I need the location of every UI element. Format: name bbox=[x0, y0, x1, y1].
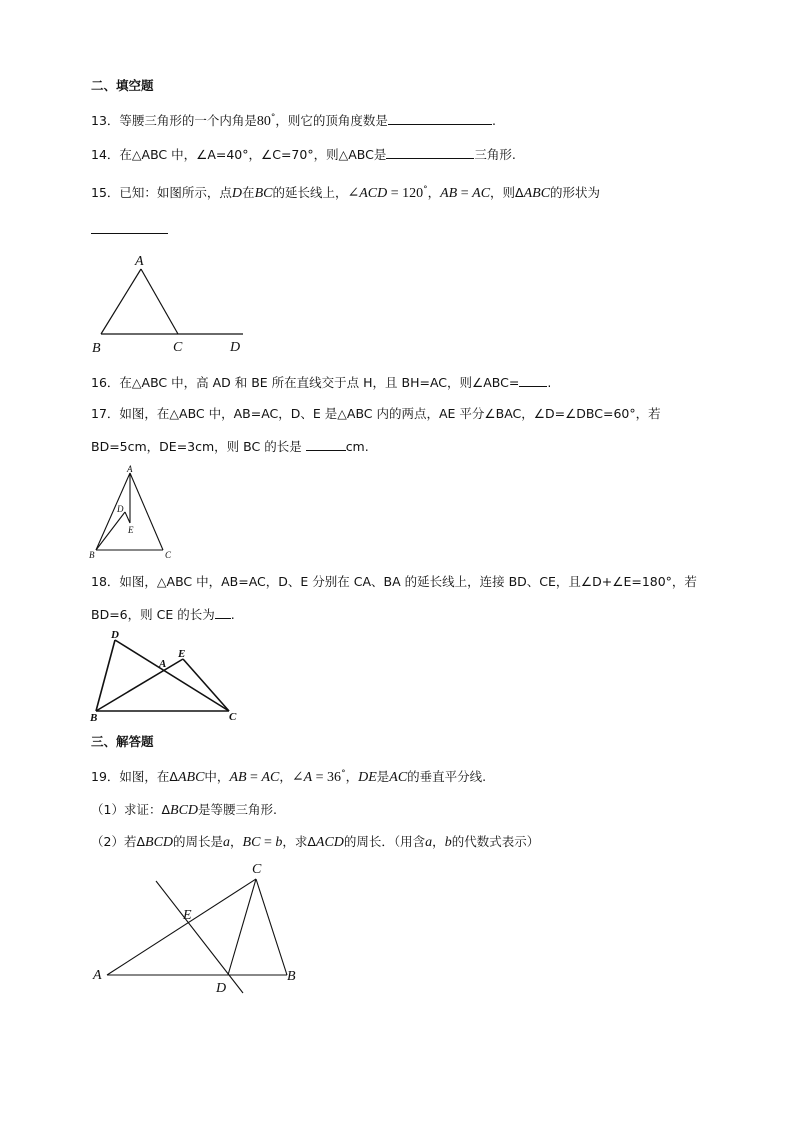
label-d: D bbox=[216, 981, 227, 996]
question-17-line-2: BD=5cm，DE=3cm，则 BC 的长是 cm. bbox=[91, 439, 369, 454]
question-18-line-2: BD=6，则 CE 的长为 . bbox=[91, 607, 235, 622]
angle-symbol: ∠ bbox=[291, 770, 304, 786]
label-c: C bbox=[229, 711, 237, 723]
segment-ac bbox=[107, 879, 256, 975]
segment-cd bbox=[228, 879, 256, 975]
label-e: E bbox=[128, 525, 134, 535]
label-a: A bbox=[127, 464, 133, 474]
label-d: D bbox=[111, 629, 119, 641]
question-number: 18． bbox=[91, 574, 120, 589]
label-e: E bbox=[178, 648, 186, 660]
question-19-part-1: （1）求证：ΔBCD是等腰三角形. bbox=[91, 802, 277, 818]
question-number: 17． bbox=[91, 406, 120, 421]
label-b: B bbox=[89, 550, 95, 560]
label-c: C bbox=[252, 862, 262, 877]
question-16: 16．在△ABC 中，高 AD 和 BE 所在直线交于点 H，且 BH=AC，则∠ABC= . bbox=[91, 375, 552, 390]
perpendicular-bisector-de bbox=[156, 881, 243, 993]
label-c: C bbox=[165, 550, 172, 560]
label-c: C bbox=[173, 340, 183, 355]
question-15: 15．已知：如图所示，点D在BC的延长线上，∠ACD = 120°，AB = AC，则ΔABC的形状为 bbox=[91, 185, 601, 202]
section-heading-fill-blank: 二、填空题 bbox=[91, 78, 154, 93]
part-number: （1） bbox=[91, 802, 124, 817]
question-13: 13．等腰三角形的一个内角是80°，则它的顶角度数是 . bbox=[91, 113, 496, 130]
label-b: B bbox=[90, 712, 98, 724]
label-b: B bbox=[92, 341, 101, 356]
question-14: 14．在△ABC 中，∠A=40°，∠C=70°，则△ABC是 三角形. bbox=[91, 147, 516, 162]
question-number: 15． bbox=[91, 185, 120, 201]
segment-cb bbox=[256, 879, 287, 975]
question-number: 13． bbox=[91, 113, 120, 129]
question-number: 19． bbox=[91, 769, 120, 785]
label-d: D bbox=[230, 340, 241, 355]
question-number: 14． bbox=[91, 147, 120, 162]
label-a: A bbox=[135, 254, 144, 269]
part-number: （2） bbox=[91, 834, 124, 849]
question-18-line-1: 18．如图，△ABC 中，AB=AC，D、E 分别在 CA、BA 的延长线上，连接 BD、CE，且∠D+∠E=180°，若 bbox=[91, 574, 697, 589]
label-e: E bbox=[183, 908, 192, 923]
section-heading-solutions: 三、解答题 bbox=[91, 734, 154, 749]
question-19: 19．如图，在ΔABC中，AB = AC，∠A = 36°，DE是AC的垂直平分线. bbox=[91, 769, 487, 786]
angle-symbol: ∠ bbox=[347, 186, 360, 202]
question-number: 16． bbox=[91, 375, 120, 390]
label-d: D bbox=[117, 504, 124, 514]
question-17-line-1: 17．如图，在△ABC 中，AB=AC，D、E 是△ABC 内的两点，AE 平分∠BAC，∠D=∠DBC=60°，若 bbox=[91, 406, 661, 421]
label-b: B bbox=[287, 969, 296, 984]
label-a: A bbox=[159, 658, 167, 670]
label-a: A bbox=[93, 968, 102, 983]
question-19-part-2: （2）若ΔBCD的周长是a，BC = b，求ΔACD的周长．（用含a，b的代数式表示） bbox=[91, 834, 540, 850]
